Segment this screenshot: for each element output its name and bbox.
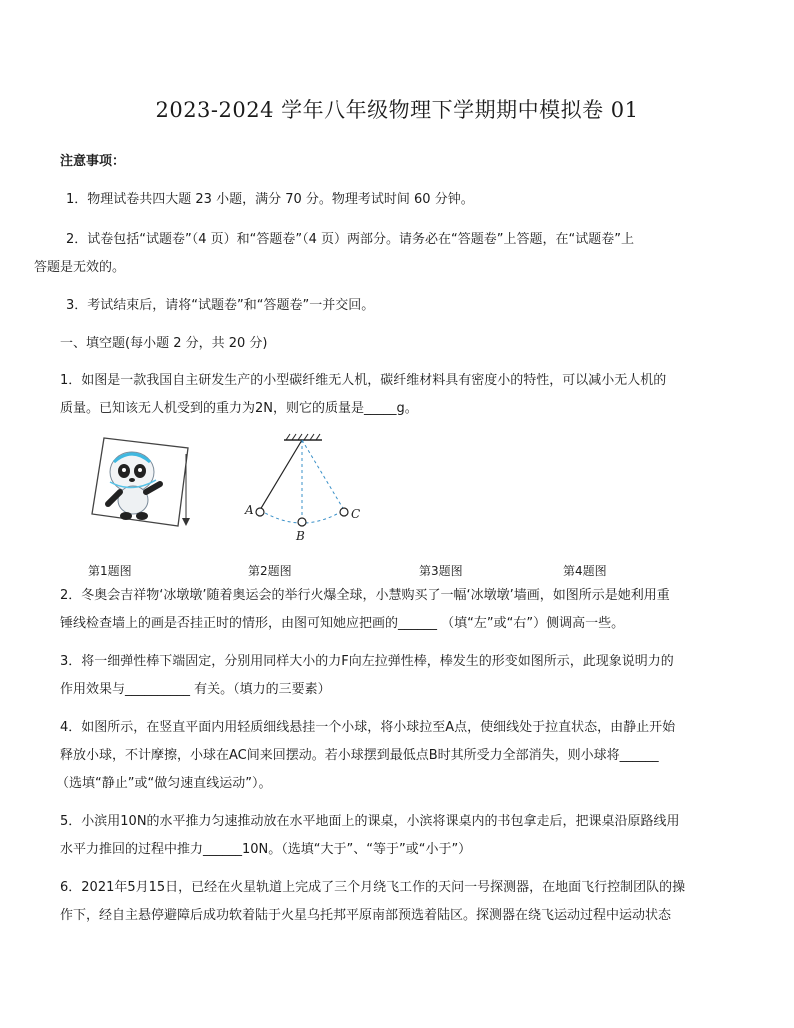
figure-label-4: 第4题图 xyxy=(563,564,607,578)
q4-line1: 4．如图所示，在竖直平面内用轻质细线悬挂一个小球，将小球拉至A点，使细线处于拉直状态，由静止开始 xyxy=(60,720,676,735)
q5-line2: 水平力推回的过程中推力______10N。（选填“大于”、“等于”或“小于”） xyxy=(60,842,472,857)
notice-2-cont: 答题是无效的。 xyxy=(34,260,126,275)
section-heading: 一、填空题(每小题 2 分，共 20 分) xyxy=(60,336,268,351)
q2-line1: 2．冬奥会吉祥物‘冰墩墩’随着奥运会的举行火爆全球，小慧购买了一幅‘冰墩墩’墙画，如图所示是她利用重 xyxy=(60,588,670,603)
figure-2-pendulum xyxy=(240,432,370,544)
notice-heading: 注意事项： xyxy=(60,154,126,169)
page-title: 2023-2024 学年八年级物理下学期期中模拟卷 01 xyxy=(155,98,639,122)
figure-label-1: 第1题图 xyxy=(88,564,132,578)
q2-line2: 锤线检查墙上的画是否挂正时的情形，由图可知她应把画的______ （填“左”或“右”）侧调高一些。 xyxy=(60,616,625,631)
figure-1-image xyxy=(80,434,195,534)
q3-line1: 3．将一细弹性棒下端固定，分别用同样大小的力F向左拉弹性棒，棒发生的形变如图所示，此现象说明力的 xyxy=(60,654,674,669)
q1-line2: 质量。已知该无人机受到的重力为2N，则它的质量是_____g。 xyxy=(60,401,418,416)
figure-label-2: 第2题图 xyxy=(248,564,292,578)
figure-label-3: 第3题图 xyxy=(419,564,463,578)
pendulum-label-b: B xyxy=(296,529,305,543)
q6-line1: 6．2021年5月15日，已经在火星轨道上完成了三个月绕飞工作的天问一号探测器，在地面飞行控制团队的操 xyxy=(60,880,686,895)
notice-2: 2．试卷包括“试题卷”（4 页）和“答题卷”（4 页）两部分。请务必在“答题卷”上答题，在“试题卷”上 xyxy=(66,232,634,247)
pendulum-label-c: C xyxy=(351,507,361,521)
q5-line1: 5．小滨用10N的水平推力匀速推动放在水平地面上的课桌，小滨将课桌内的书包拿走后，把课桌沿原路线用 xyxy=(60,814,680,829)
q6-line2: 作下，经自主悬停避障后成功软着陆于火星乌托邦平原南部预选着陆区。探测器在绕飞运动过程中运动状态 xyxy=(60,908,672,923)
notice-3: 3．考试结束后，请将“试题卷”和“答题卷”一并交回。 xyxy=(66,298,375,313)
notice-1: 1．物理试卷共四大题 23 小题，满分 70 分。物理考试时间 60 分钟。 xyxy=(66,192,474,207)
q3-line2: 作用效果与__________ 有关。（填力的三要素） xyxy=(60,682,331,697)
q4-line3: （选填“静止”或“做匀速直线运动”）。 xyxy=(56,776,272,791)
q1-line1: 1．如图是一款我国自主研发生产的小型碳纤维无人机，碳纤维材料具有密度小的特性，可以减小无人机的 xyxy=(60,373,667,388)
pendulum-label-a: A xyxy=(245,503,254,517)
q4-line2: 释放小球，不计摩擦，小球在AC间来回摆动。若小球摆到最低点B时其所受力全部消失，则小球将______ xyxy=(60,748,659,763)
